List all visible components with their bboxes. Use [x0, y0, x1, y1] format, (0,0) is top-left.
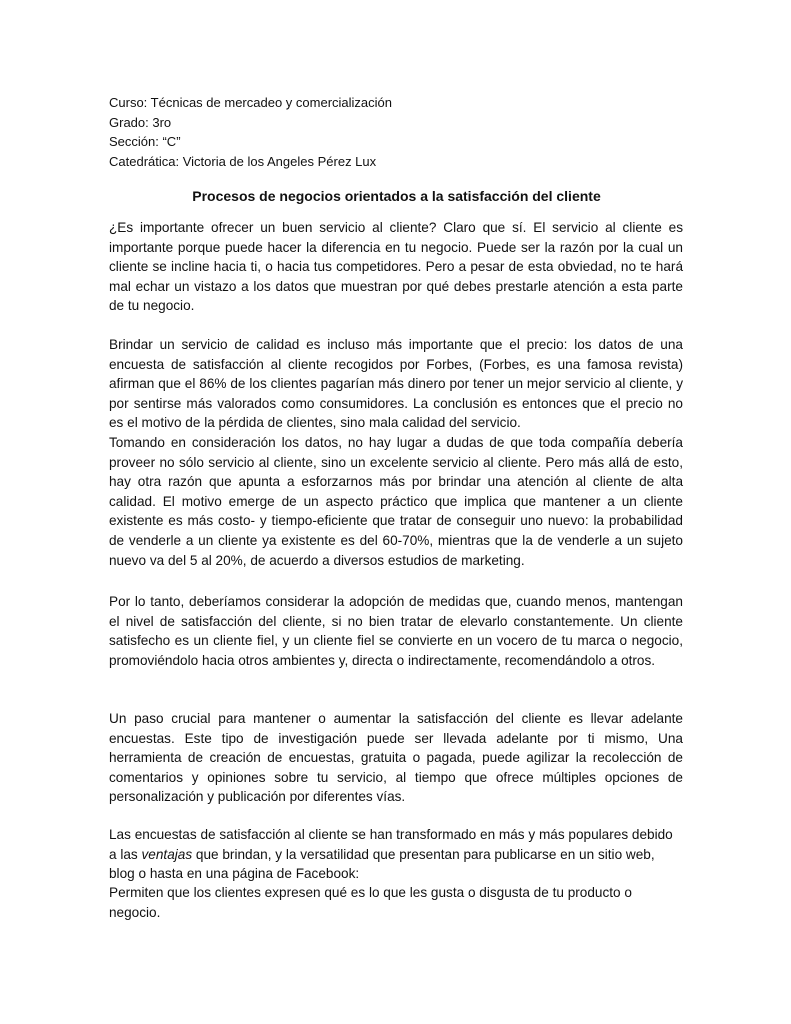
- course-line: Curso: Técnicas de mercadeo y comercialización: [109, 95, 392, 110]
- grade-line: Grado: 3ro: [109, 114, 172, 130]
- teacher-line: Catedrática: Victoria de los Angeles Pérez Lux: [109, 153, 377, 169]
- emphasis-ventajas: ventajas: [141, 846, 193, 862]
- paragraph-4: Por lo tanto, deberíamos considerar la adopción de medidas que, cuando menos, mantengan el nivel de satisfacción del cliente, si no bien tratar de elevarlo constantemente. Un cliente satisfecho es un cliente fiel, y un cliente fiel se convierte en un vocero de tu marca o negocio, promoviéndolo hacia otros ambientes y, directa o indirectamente, recomendándolo a otros.: [109, 594, 683, 668]
- paragraph-5: Un paso crucial para mantener o aumentar la satisfacción del cliente es llevar adelante encuestas. Este tipo de investigación puede ser llevada adelante por ti mismo, Una herramienta de creación de encuestas, gratuita o pagada, puede agilizar la recolección de comentarios y opiniones sobre tu servicio, al tiempo que ofrece múltiples opciones de personalización y publicación por diferentes vías.: [109, 711, 683, 805]
- paragraph-3: Tomando en consideración los datos, no hay lugar a dudas de que toda compañía debería proveer no sólo servicio al cliente, sino un excelente servicio al cliente. Pero más allá de esto, hay otra razón que apunta a esforzarnos más por brindar una atención al cliente de alta calidad. El motivo emerge de un aspecto práctico que implica que mantener a un cliente existente es más costo- y tiempo-eficiente que tratar de conseguir uno nuevo: la probabilidad de venderle a un cliente ya existente es del 60-70%, mientras que la de venderle a un sujeto nuevo va del 5 al 20%, de acuerdo a diversos estudios de marketing.: [109, 435, 683, 568]
- document-title: Procesos de negocios orientados a la satisfacción del cliente: [192, 188, 601, 204]
- paragraph-1: ¿Es importante ofrecer un buen servicio al cliente? Claro que sí. El servicio al cliente es importante porque puede hacer la diferencia en tu negocio. Puede ser la razón por la cual un cliente se incline hacia ti, o hacia tus competidores. Pero a pesar de esta obviedad, no te hará mal echar un vistazo a los datos que muestran por qué debes prestarle atención a esta parte de tu negocio.: [109, 220, 683, 314]
- section-line: Sección: “C”: [109, 134, 181, 149]
- paragraph-7: Permiten que los clientes expresen qué es lo que les gusta o disgusta de tu producto o negocio.: [109, 885, 632, 920]
- paragraph-6-start: Las encuestas de satisfacción al cliente se han transformado en más y más populares debido a las: [109, 827, 673, 862]
- paragraph-6: [109, 825, 683, 884]
- document-header: [109, 93, 669, 171]
- paragraph-6-end: que brindan, y la versatilidad que presentan para publicarse en un sitio web, blog o hasta en una página de Facebook:: [109, 846, 655, 882]
- paragraph-2: Brindar un servicio de calidad es incluso más importante que el precio: los datos de una encuesta de satisfacción al cliente recogidos por Forbes, (Forbes, es una famosa revista) afirman que el 86% de los clientes pagarían más dinero por tener un mejor servicio al cliente, y por sentirse más valorados como consumidores. La conclusión es entonces que el precio no es el motivo de la pérdida de clientes, sino mala calidad del servicio.: [109, 337, 683, 431]
